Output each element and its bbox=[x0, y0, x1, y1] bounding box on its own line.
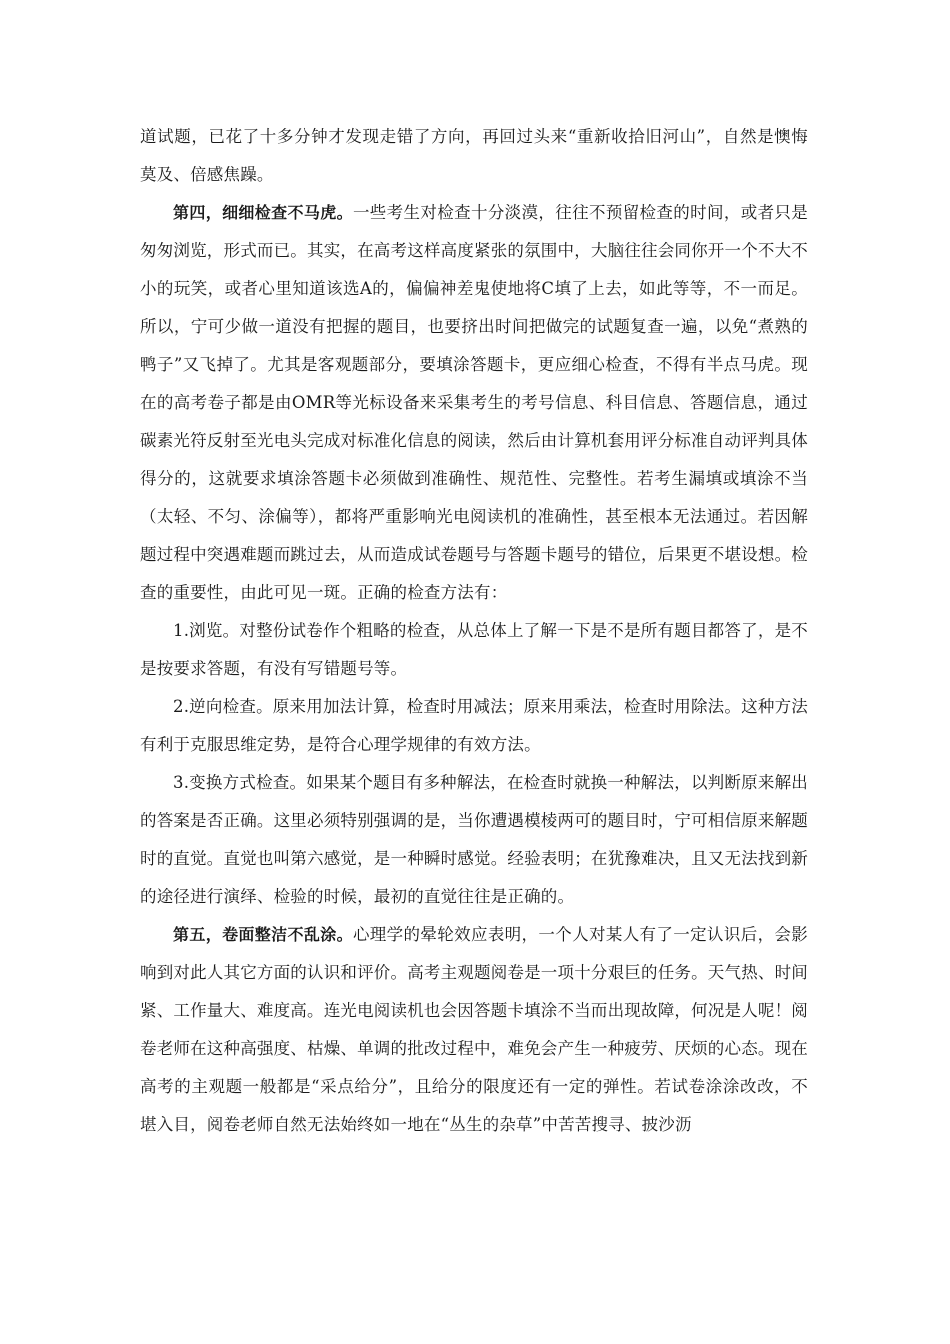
paragraph-section-four bbox=[140, 194, 808, 612]
list-item-browse bbox=[140, 612, 808, 688]
paragraph-text: 心理学的晕轮效应表明，一个人对某人有了一定认识后，会影响到对此人其它方面的认识和评价。高考主观题阅卷是一项十分艰巨的任务。天气热、时间紧、工作量大、难度高。连光电阅读机也会因答题卡填涂不当而出现故障，何况是人呢！阅卷老师在这种高强度、枯燥、单调的批改过程中，难免会产生一种疲劳、厌烦的心态。现在高考的主观题一般都是“采点给分”，且给分的限度还有一定的弹性。若试卷涂涂改改，不堪入目，阅卷老师自然无法始终如一地在“丛生的杂草”中苦苦搜寻、披沙沥 bbox=[140, 925, 808, 1134]
list-item-alternate-method bbox=[140, 764, 808, 916]
document-page bbox=[140, 118, 808, 1144]
list-item-text: 1.浏览。对整份试卷作个粗略的检查，从总体上了解一下是不是所有题目都答了，是不是按要求答题，有没有写错题号等。 bbox=[140, 621, 808, 678]
list-item-text: 3.变换方式检查。如果某个题目有多种解法，在检查时就换一种解法，以判断原来解出的答案是否正确。这里必须特别强调的是，当你遭遇模棱两可的题目时，宁可相信原来解题时的直觉。直觉也叫第六感觉，是一种瞬时感觉。经验表明；在犹豫难决，且又无法找到新的途径进行演绎、检验的时候，最初的直觉往往是正确的。 bbox=[140, 773, 808, 906]
list-item-text: 2.逆向检查。原来用加法计算，检查时用减法；原来用乘法，检查时用除法。这种方法有利于克服思维定势，是符合心理学规律的有效方法。 bbox=[140, 697, 808, 754]
section-heading-five: 第五，卷面整洁不乱涂。 bbox=[173, 925, 353, 944]
paragraph-text: 道试题，已花了十多分钟才发现走错了方向，再回过头来“重新收拾旧河山”，自然是懊悔莫及、倍感焦躁。 bbox=[140, 127, 808, 184]
paragraph-text: 一些考生对检查十分淡漠，往往不预留检查的时间，或者只是匆匆浏览，形式而已。其实，在高考这样高度紧张的氛围中，大脑往往会同你开一个不大不小的玩笑，或者心里知道该选A的，偏偏神差鬼使地将C填了上去，如此等等，不一而足。所以，宁可少做一道没有把握的题目，也要挤出时间把做完的试题复查一遍，以免“煮熟的鸭子”又飞掉了。尤其是客观题部分，要填涂答题卡，更应细心检查，不得有半点马虎。现在的高考卷子都是由OMR等光标设备来采集考生的考号信息、科目信息、答题信息，通过碳素光符反射至光电头完成对标准化信息的阅读，然后由计算机套用评分标准自动评判具体得分的，这就要求填涂答题卡必须做到准确性、规范性、完整性。若考生漏填或填涂不当（太轻、不匀、涂偏等），都将严重影响光电阅读机的准确性，甚至根本无法通过。若因解题过程中突遇难题而跳过去，从而造成试卷题号与答题卡题号的错位，后果更不堪设想。检查的重要性，由此可见一斑。正确的检查方法有： bbox=[140, 203, 808, 602]
list-item-reverse-check bbox=[140, 688, 808, 764]
paragraph-section-five bbox=[140, 916, 808, 1144]
section-heading-four: 第四，细细检查不马虎。 bbox=[173, 203, 353, 222]
paragraph-continuation bbox=[140, 118, 808, 194]
